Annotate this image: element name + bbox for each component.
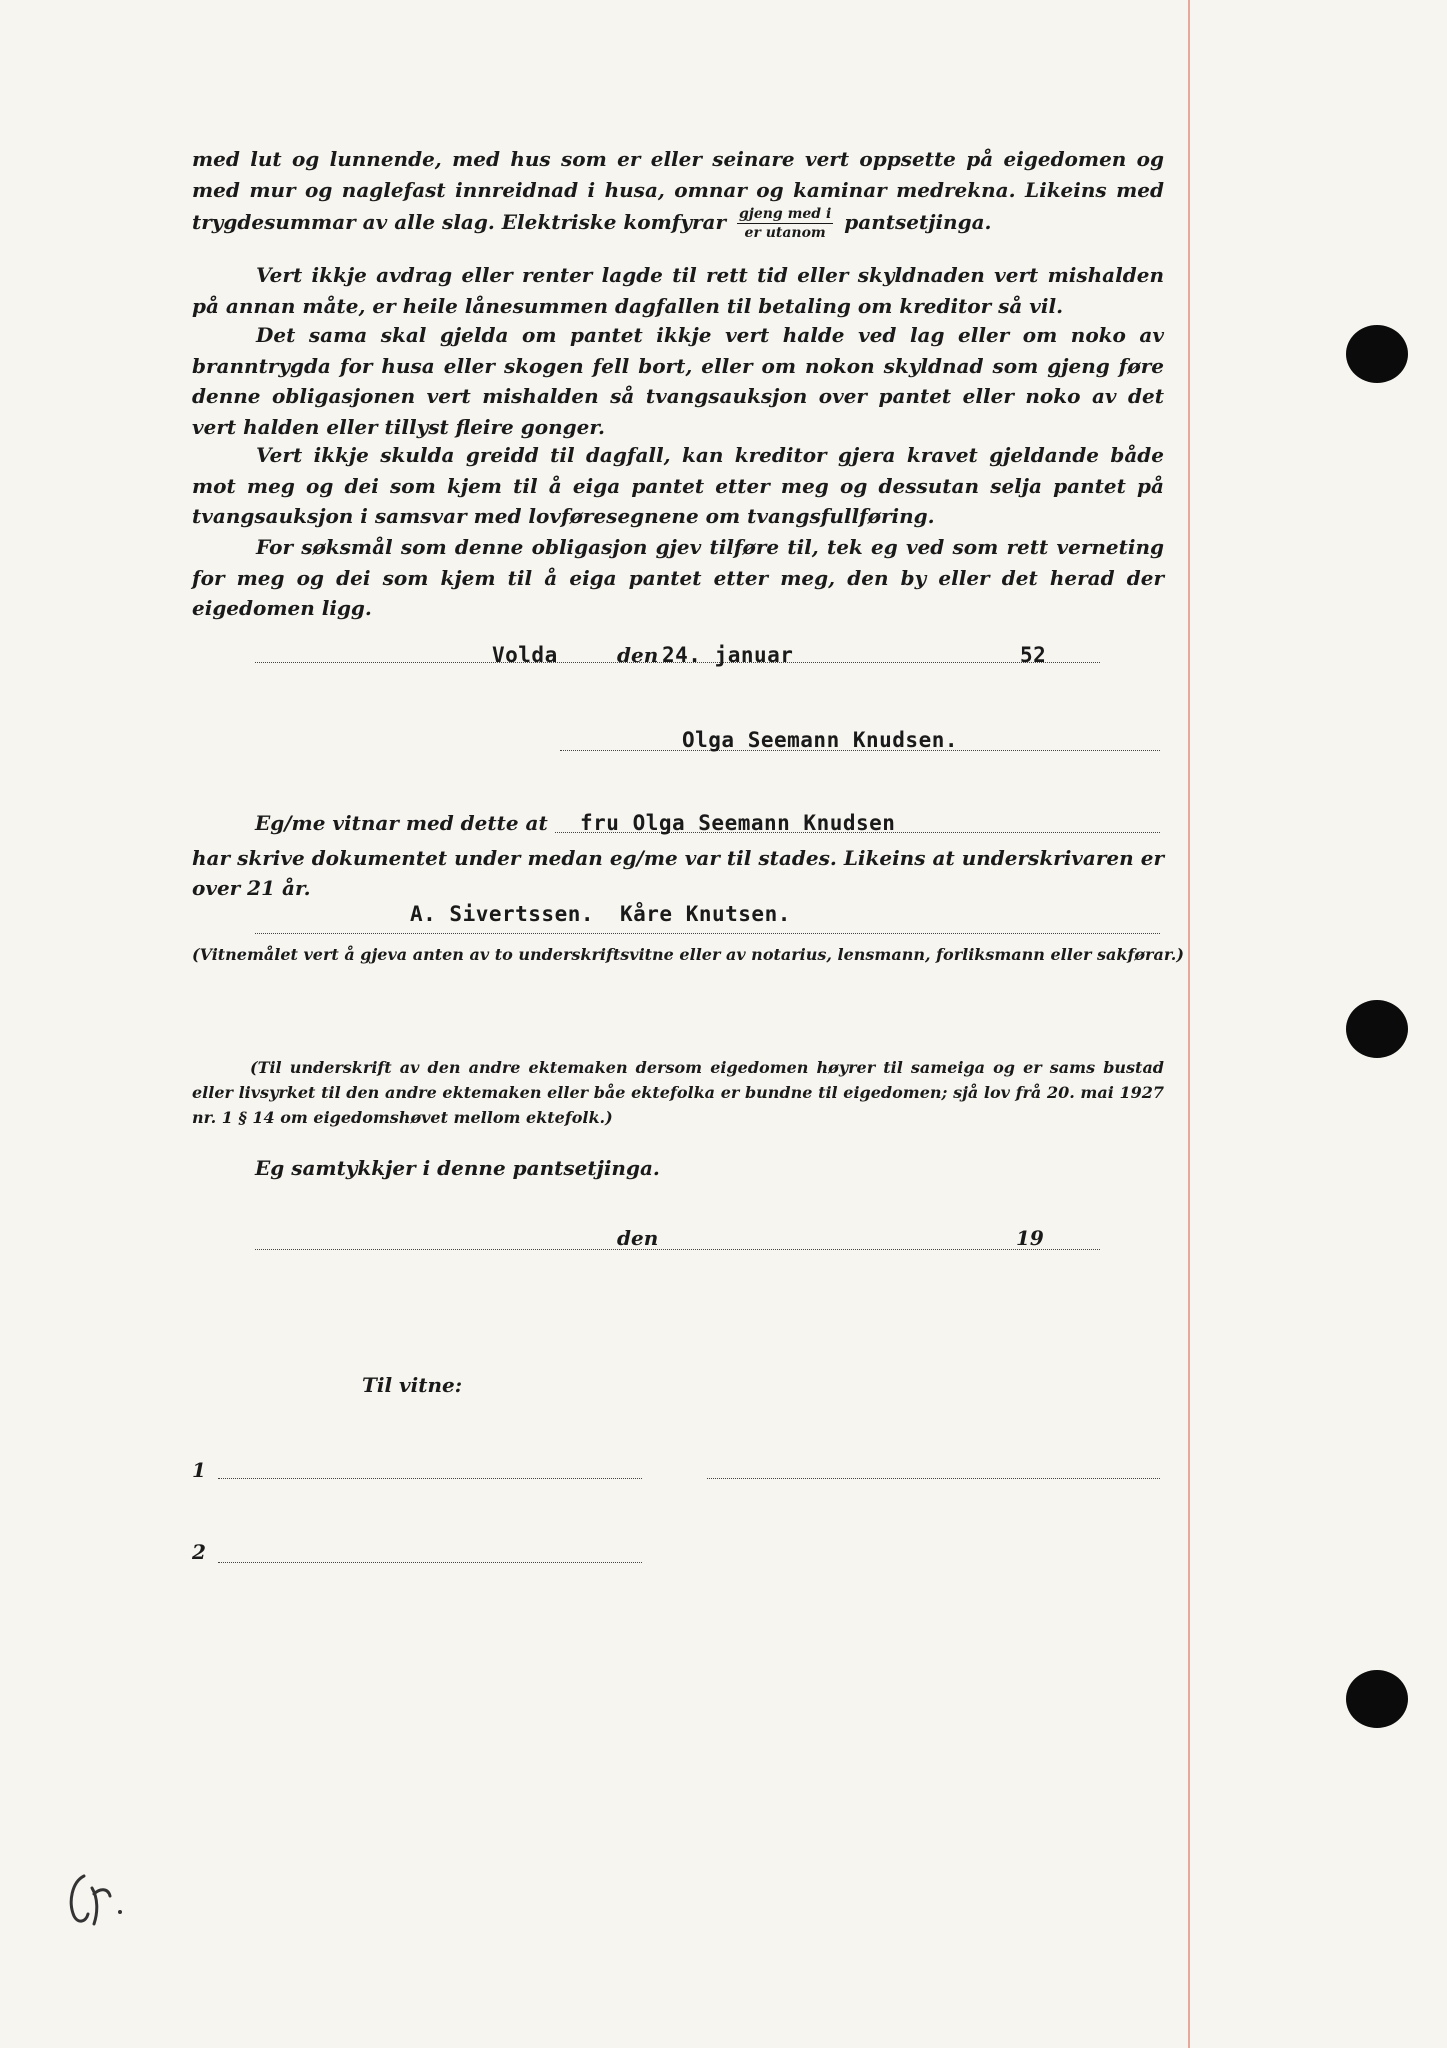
witness-note: (Vitnemålet vert å gjeva anten av to underskriftsvitne eller av notarius, lensmann, forliksmann eller sakførar.) — [192, 945, 1184, 964]
consent-year-prefix: 19 — [1016, 1226, 1044, 1250]
paragraph-property: med lut og lunnende, med hus som er eller seinare vert oppsette på eigedomen og med mur og naglefast innreidnad i husa, omnar og kaminar medrekna. Likeins med trygdesummar av alle slag. Elektriske komfyrar $\frac{\text{gjeng med i}}{\text{er utanom}}$ pantsetjinga. — [192, 147, 1164, 241]
margin-rule — [1188, 0, 1190, 2048]
fraction-option: $\frac{\text{gjeng med i}}{\text{er utanom}}$ — [738, 206, 832, 241]
witness-line-2 — [218, 1562, 642, 1563]
witness-line-1 — [218, 1478, 642, 1479]
consent-date-line — [255, 1249, 1100, 1250]
witness-statement: har skrive dokumentet under medan eg/me var til stades. Likeins at underskrivaren er over 21 år. — [192, 846, 1164, 900]
date-day: 24. januar — [662, 643, 794, 667]
witness-number-1: 1 — [192, 1458, 206, 1482]
paragraph-insurance: Det sama skal gjelda om pantet ikkje vert halde ved lag eller om noko av branntrygda for husa eller skogen fell bort, eller om nokon skyldnad som gjeng føre denne obligasjonen vert mishalden så tvangsauksjon over pantet eller noko av det vert halden eller tillyst fleire gonger. — [192, 323, 1164, 439]
witness-2-signature: Kåre Knutsen. — [620, 902, 791, 926]
paragraph-enforcement: Vert ikkje skulda greidd til dagfall, kan kreditor gjera kravet gjeldande både mot meg og dei som kjem til å eiga pantet etter meg og dessutan selja pantet på tvangsauksjon i samsvar med lovføresegnene om tvangsfullføring. — [192, 443, 1164, 528]
date-place: Volda — [492, 643, 558, 667]
punch-hole-middle — [1346, 1000, 1408, 1058]
consent-den-label: den — [617, 1226, 659, 1250]
date-den-label: den — [617, 643, 659, 667]
margin-initials-mark — [62, 1868, 132, 1928]
signer-name: Olga Seemann Knudsen. — [682, 728, 959, 752]
til-vitne-label: Til vitne: — [362, 1373, 463, 1397]
witness-signature-line — [255, 933, 1160, 934]
paragraph-default: Vert ikkje avdrag eller renter lagde til rett tid eller skyldnaden vert mishalden på annan måte, er heile lånesummen dagfallen til betaling om kreditor så vil. — [192, 263, 1164, 318]
witness-intro: Eg/me vitnar med dette at — [255, 811, 548, 835]
punch-hole-top — [1346, 325, 1408, 383]
witness-subject-name: fru Olga Seemann Knudsen — [580, 811, 896, 835]
punch-hole-bottom — [1346, 1670, 1408, 1728]
date-year: 52 — [1020, 643, 1047, 667]
witness-number-2: 2 — [192, 1540, 206, 1564]
consent-text: Eg samtykkjer i denne pantsetjinga. — [255, 1156, 660, 1180]
witness-1-signature: A. Sivertssen. — [410, 902, 595, 926]
signature-line-right — [707, 1478, 1160, 1479]
spouse-note: (Til underskrift av den andre ektemaken dersom eigedomen høyrer til sameiga og er sams bustad eller livsyrket til den andre ektemaken eller båe ektefolka er bundne til eigedomen; sjå lov frå 20. mai 1927 nr. 1 § 14 om eigedomshøvet mellom ektefolk.) — [192, 1058, 1164, 1127]
paragraph-venue: For søksmål som denne obligasjon gjev tilføre til, tek eg ved som rett verneting for meg og dei som kjem til å eiga pantet etter meg, den by eller det herad der eigedomen ligg. — [192, 535, 1164, 620]
